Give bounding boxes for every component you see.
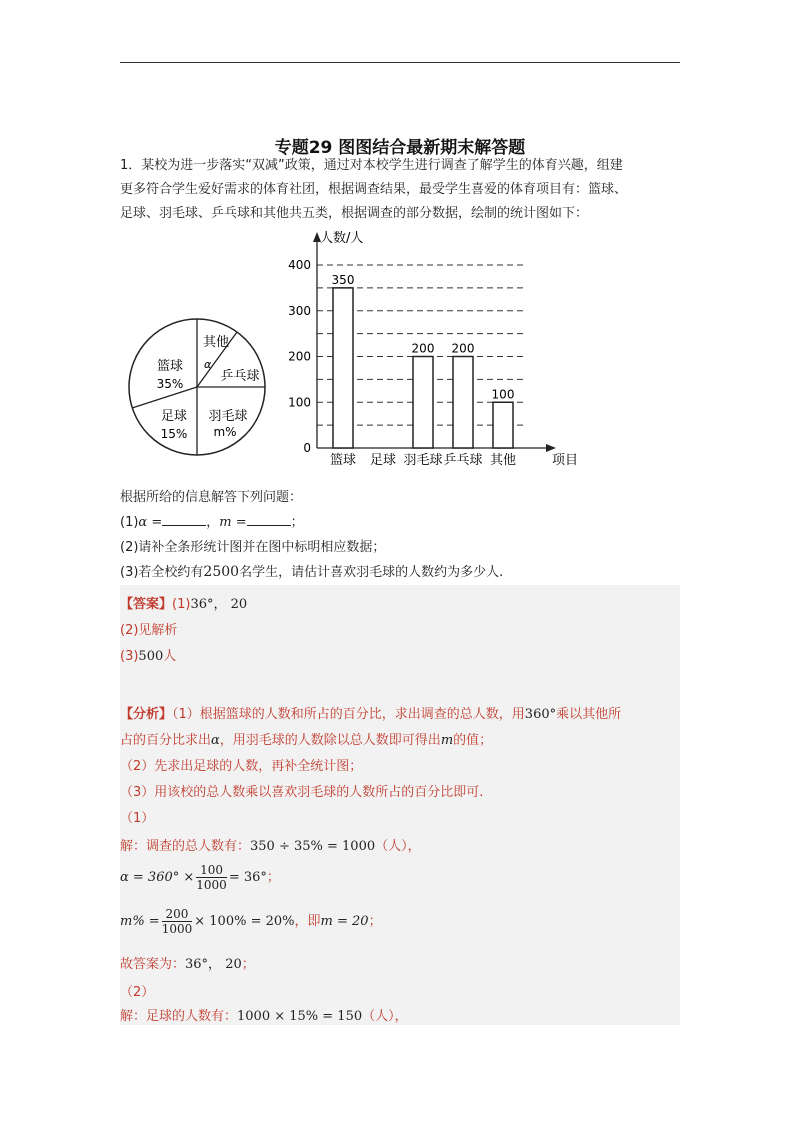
sol2-fraction [196,863,227,892]
sol3-m: m = 20 [320,914,369,929]
y-tick-label: 100 [288,395,311,410]
sol3-den: 1000 [161,922,193,936]
pie-label-badminton: 羽毛球 [208,409,248,424]
x-tick-label: 乒乓球 [443,453,483,468]
sol1-post: （人）， [375,839,421,854]
x-tick-label: 其他 [489,453,517,468]
sol3-fraction [162,907,193,936]
answer-3-prefix: (3) [120,649,139,664]
x-tick-labels [330,452,516,468]
answer-box [120,585,680,1025]
analysis-line-3: （2）先求出足球的人数，再补全统计图； [120,759,363,774]
final-end: ； [241,957,255,972]
bar [453,357,473,449]
y-ticks [288,258,311,455]
header-rule [120,62,680,63]
part-2-heading: （2） [120,985,155,1000]
final-answer-line [120,953,255,972]
x-tick-label: 足球 [369,453,397,468]
part-1-heading: （1） [120,811,155,826]
sol3-end: ； [368,914,382,929]
analysis-1b-end: 的值； [453,733,493,748]
pie-label-football: 足球 [160,409,188,424]
analysis-1b-pre: 占的百分比求出 [120,733,212,748]
sol1-math: 350 ÷ 35% = 1000 [250,839,376,854]
pie-label-other: 其他 [202,335,230,350]
analysis-1a: （1）根据篮球的人数和所占的百分比，求出调查的总人数，用 [172,707,525,722]
solution-line-3 [120,907,382,936]
sub-question-1 [120,511,304,530]
bar-value-label: 200 [411,341,435,356]
answer-3-value: 500 [138,649,164,664]
answer-1-value: 36°， 20 [190,597,248,612]
x-axis-label: 项目 [552,453,579,468]
pie-pct-basketball: 35% [156,377,184,391]
bar [413,357,433,449]
x-tick-label: 羽毛球 [403,453,443,468]
sol4-post: （人）， [362,1009,408,1024]
question-text [120,154,680,226]
y-tick-label: 0 [303,441,311,455]
blank-m[interactable] [247,513,291,526]
analysis-1a-end: 乘以其他所 [556,707,622,722]
page-title: 专题29 图图结合最新期末解答题 [274,138,526,158]
sub3-num: 2500 [203,564,240,580]
sol2-num: 100 [196,863,227,878]
y-tick-label: 300 [288,303,311,318]
bar-chart [280,220,590,472]
sol3-mid: ，即 [294,914,321,929]
bar [493,402,513,448]
sol2-den: 1000 [196,878,227,892]
bar [333,288,353,448]
sol1-pre: 解：调查的总人数有： [120,839,251,854]
sub-question-3 [120,561,503,580]
solution-line-2 [120,863,280,892]
sol2-end: ； [266,870,280,885]
solution-line-4 [120,1005,408,1024]
blank-alpha[interactable] [162,513,206,526]
prompt: 根据所给的信息解答下列问题： [120,490,303,505]
final-val: 36°， 20 [185,957,242,972]
sol2-rhs: = 36° [228,870,267,885]
answer-1-prefix: (1) [172,597,191,612]
sub1-alpha: α = [138,515,163,530]
pie-angle-alpha: α [204,358,212,371]
sub-question-2: (2)请补全条形统计图并在图中标明相应数据； [120,540,386,555]
y-tick-label: 400 [288,258,311,272]
sub1-sep: ， [206,515,220,530]
sub1-prefix: (1) [120,515,139,530]
analysis-line-2 [120,729,492,748]
bar-value-label: 200 [451,341,475,356]
sub1-m: m = [219,515,247,530]
y-tick-label: 200 [288,349,311,364]
pie-chart [122,312,272,462]
question-line-2: 更多符合学生爱好需求的体育社团，根据调查结果，最受学生喜爱的体育项目有：篮球、 [120,182,628,197]
sol3-lhs: m% = [120,914,160,929]
analysis-1b-m: m [440,733,454,748]
sol4-pre: 解：足球的人数有： [120,1009,238,1024]
sol3-rhs: × 100% = 20% [194,914,295,929]
pie-label-pingpong: 乒乓球 [220,369,260,384]
analysis-1b-alpha: α [211,733,220,748]
y-axis-label: 人数/人 [320,231,364,246]
analysis-1a-math: 360° [524,707,557,722]
pie-pct-badminton: m% [213,425,237,439]
bar-value-label: 350 [331,272,355,287]
answer-label: 【答案】 [120,597,173,612]
x-tick-label: 篮球 [329,453,357,468]
answer-3 [120,645,176,664]
sub3-pre: (3)若全校约有 [120,565,204,580]
sub1-end: ； [290,515,304,530]
analysis-1b-mid: ，用羽毛球的人数除以总人数即可得出 [219,733,441,748]
final-pre: 故答案为： [120,957,186,972]
solution-line-1 [120,835,421,854]
x-axis-arrow [546,444,556,452]
analysis-line-1 [120,703,621,722]
question-line-3: 足球、羽毛球、乒乓球和其他共五类，根据调查的部分数据，绘制的统计图如下： [120,206,589,221]
bars [332,273,515,448]
answer-2: (2)见解析 [120,623,178,638]
pie-label-basketball: 篮球 [156,359,184,374]
answer-1 [120,593,247,612]
analysis-line-4: （3）用该校的总人数乘以喜欢羽毛球的人数所占的百分比即可. [120,785,484,800]
analysis-label: 【分析】 [120,707,173,722]
sol3-num: 200 [162,907,193,922]
bar-value-label: 100 [491,387,515,402]
answer-3-unit: 人 [163,649,177,664]
question-line-1: 1．某校为进一步落实“双减”政策，通过对本校学生进行调查了解学生的体育兴趣，组建 [120,158,623,173]
pie-pct-football: 15% [160,427,188,441]
sol4-math: 1000 × 15% = 150 [237,1009,363,1024]
sol2-lhs: α = 360° × [120,870,195,885]
sub3-post: 名学生，请估计喜欢羽毛球的人数约为多少人. [239,565,504,580]
